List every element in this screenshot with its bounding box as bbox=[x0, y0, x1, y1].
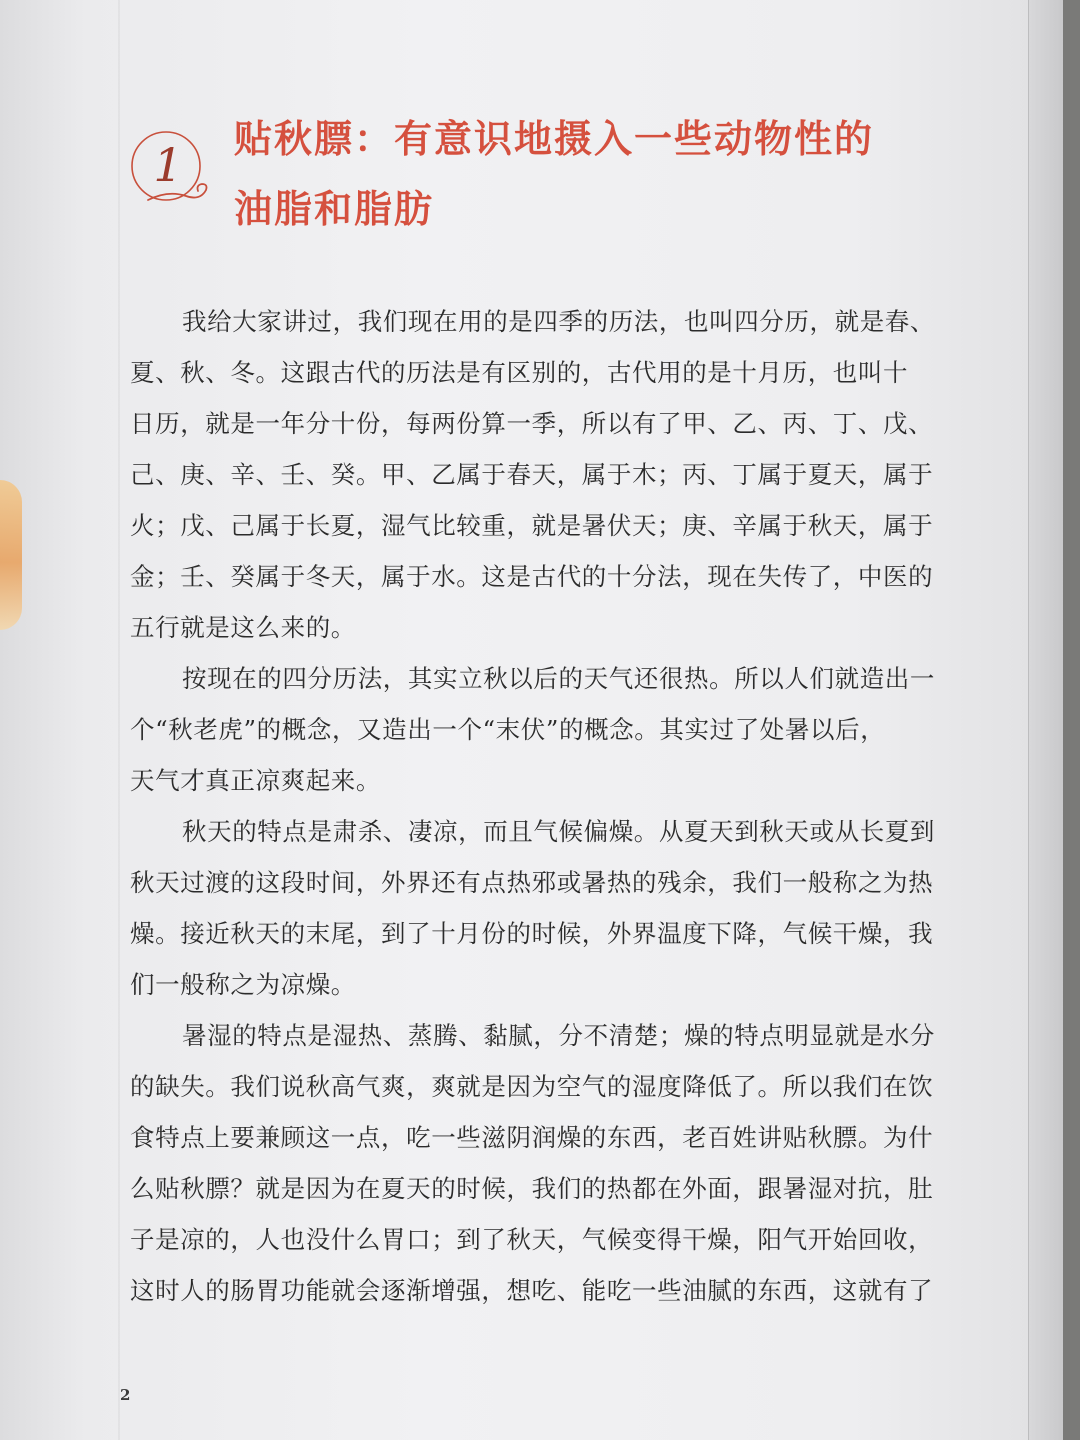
section-title-line: 油脂和脂肪 bbox=[234, 186, 435, 231]
body-line: 么贴秋膘？就是因为在夏天的时候，我们的热都在外面，跟暑湿对抗，肚 bbox=[130, 1174, 934, 1203]
page-shadow bbox=[118, 0, 120, 1440]
body-line: 们一般称之为凉燥。 bbox=[130, 970, 356, 999]
body-text bbox=[130, 296, 980, 1316]
section-number: 1 bbox=[153, 138, 183, 192]
section-title bbox=[234, 104, 994, 244]
orange-object-edge bbox=[0, 480, 22, 630]
body-line: 天气才真正凉爽起来。 bbox=[130, 766, 381, 795]
page-number: 2 bbox=[120, 1386, 131, 1404]
body-line: 我给大家讲过，我们现在用的是四季的历法，也叫四分历，就是春、 bbox=[182, 307, 935, 336]
body-line: 的缺失。我们说秋高气爽，爽就是因为空气的湿度降低了。所以我们在饮 bbox=[130, 1072, 934, 1101]
section-number-emblem-icon bbox=[128, 130, 212, 214]
body-line: 五行就是这么来的。 bbox=[130, 613, 356, 642]
body-line: 秋天的特点是肃杀、凄凉，而且气候偏燥。从夏天到秋天或从长夏到 bbox=[182, 817, 935, 846]
body-line: 燥。接近秋天的末尾，到了十月份的时候，外界温度下降，气候干燥，我 bbox=[130, 919, 934, 948]
body-line: 这时人的肠胃功能就会逐渐增强，想吃、能吃一些油腻的东西，这就有了 bbox=[130, 1276, 934, 1305]
body-line: 金；壬、癸属于冬天，属于水。这是古代的十分法，现在失传了，中医的 bbox=[130, 562, 934, 591]
body-line: 个“秋老虎”的概念，又造出一个“末伏”的概念。其实过了处暑以后， bbox=[130, 715, 886, 744]
body-line: 子是凉的，人也没什么胃口；到了秋天，气候变得干燥，阳气开始回收， bbox=[130, 1225, 934, 1254]
body-line: 食特点上要兼顾这一点，吃一些滋阴润燥的东西，老百姓讲贴秋膘。为什 bbox=[130, 1123, 934, 1152]
body-line: 日历，就是一年分十份，每两份算一季，所以有了甲、乙、丙、丁、戊、 bbox=[130, 409, 934, 438]
body-line: 暑湿的特点是湿热、蒸腾、黏腻，分不清楚；燥的特点明显就是水分 bbox=[182, 1021, 935, 1050]
body-line: 己、庚、辛、壬、癸。甲、乙属于春天，属于木；丙、丁属于夏天，属于 bbox=[130, 460, 934, 489]
body-line: 秋天过渡的这段时间，外界还有点热邪或暑热的残余，我们一般称之为热 bbox=[130, 868, 934, 897]
body-line: 火；戊、己属于长夏，湿气比较重，就是暑伏天；庚、辛属于秋天，属于 bbox=[130, 511, 934, 540]
body-line: 按现在的四分历法，其实立秋以后的天气还很热。所以人们就造出一 bbox=[182, 664, 935, 693]
body-line: 夏、秋、冬。这跟古代的历法是有区别的，古代用的是十月历，也叫十 bbox=[130, 358, 909, 387]
section-heading bbox=[128, 98, 1008, 248]
section-title-line: 贴秋膘：有意识地摄入一些动物性的 bbox=[234, 116, 875, 161]
next-page-edge bbox=[1028, 0, 1063, 1440]
